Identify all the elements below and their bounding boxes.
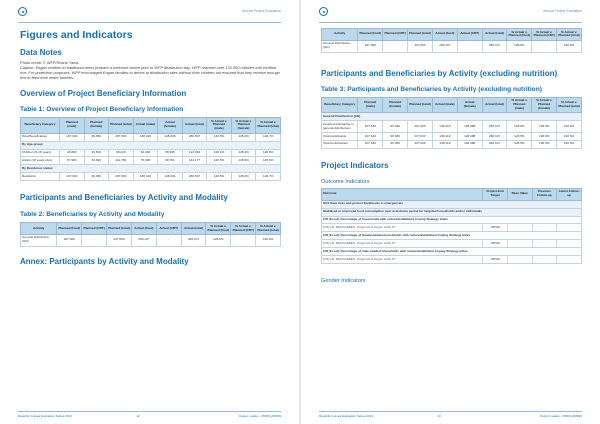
table-cell: 111,780 [109, 157, 134, 165]
table-cell: 207,000 [408, 133, 433, 141]
table-cell: 207,000 [107, 234, 132, 246]
column-header: Planned (total) [107, 223, 132, 235]
table-cell: 58,995 [158, 149, 183, 157]
table-cell: 128,088 [457, 133, 482, 141]
table-cell: - [82, 234, 107, 246]
column-header: Actual (total) [482, 29, 507, 41]
table-cell: 99,360 [383, 121, 408, 133]
table-row [21, 234, 281, 246]
table-cell: 96,220 [109, 149, 134, 157]
table-cell: 99,360 [383, 133, 408, 141]
table1-title: Table 1: Overview of Project Beneficiary Information [20, 106, 184, 113]
column-header: % Actual v. Planned (total) [557, 29, 582, 41]
table-cell: 266,107 [482, 133, 507, 141]
table-cell: 138,419 [133, 173, 158, 181]
outcome-subrow [322, 208, 582, 216]
table-cell: 128.6% [507, 40, 532, 52]
column-header: Activity [21, 223, 57, 235]
table-cell: 99,360 [383, 140, 408, 148]
indicator-latest [557, 224, 582, 232]
page-header [319, 6, 582, 23]
column-header: Project End Target [483, 188, 508, 200]
row-label: Adults (18 years plus) [21, 157, 60, 165]
indicator-source: PNP LB. BENGUEBEN, Project End Target: 2016.07 [322, 256, 483, 264]
page-number: 13 [437, 414, 441, 418]
column-header: % Actual v. Planned (female) [231, 118, 256, 134]
column-header: Planned (male) [60, 118, 85, 134]
table-cell: - [156, 234, 181, 246]
column-header: Outcome [322, 188, 483, 200]
participants-excl-nutrition-heading: Participants and Beneficiaries by Activity (excluding nutrition) [321, 68, 558, 78]
table-cell: 266,107 [482, 121, 507, 133]
left-content [20, 25, 281, 269]
table-cell: - [532, 40, 557, 52]
row-label: People participating in general distributions [322, 121, 358, 133]
table-cell: - [383, 40, 408, 52]
table-cell: 207,000 [109, 133, 134, 141]
column-header: Actual (CBT) [156, 223, 181, 235]
indicator-base [507, 224, 532, 232]
table-row [322, 40, 582, 52]
group-row [21, 141, 281, 149]
group-row [322, 113, 582, 121]
table-cell: 128.6% [557, 140, 582, 148]
table-cell: 128.6% [557, 121, 582, 133]
table-cell: 99,360 [84, 133, 109, 141]
indicator-row [322, 248, 582, 256]
indicator-previous [532, 224, 557, 232]
column-header: Planned (female) [84, 118, 109, 134]
table-row [322, 140, 582, 148]
table-cell: 128.9% [532, 133, 557, 141]
table-cell: 266,107 [181, 234, 206, 246]
indicator-values-row [322, 256, 582, 264]
indicator-values-row [322, 224, 582, 232]
row-label: General Distribution (GD) [322, 40, 358, 52]
overview-heading: Overview of Project Beneficiary Information [20, 89, 187, 98]
table-cell: 128.5% [207, 173, 232, 181]
column-header: Planned (total) [408, 97, 433, 113]
page-footer [18, 411, 281, 418]
outcome-indicators-table [321, 188, 582, 264]
so-row [322, 200, 582, 208]
photo-caption: Caption: Engan children in traditional dress prepare a welcome dance prior to WFP distribution day. WFP reached over 133,000 children with fortified rice. For protection purposes, WFP encouraged Engan families to derive at distribution sites without their children but ensured that they receive enough rice to feed their entire families. [20, 65, 280, 80]
table-cell: 128.7% [256, 173, 281, 181]
table-cell: 138,419 [432, 140, 457, 148]
table-cell: 128.9% [231, 149, 256, 157]
table-cell: 128.9% [256, 157, 281, 165]
table-cell: 266,507 [182, 133, 207, 141]
indicator-row [322, 216, 582, 224]
page-header [18, 6, 281, 23]
table-cell: 128.5% [507, 140, 532, 148]
table-cell: 128.9% [231, 173, 256, 181]
column-header: % Actual v. Planned (total) [256, 223, 281, 235]
table-cell: 75,398 [133, 157, 158, 165]
indicator-base [507, 256, 532, 264]
column-header: Actual (food) [131, 223, 156, 235]
table-row [322, 121, 582, 133]
table-cell: 128.6% [557, 40, 582, 52]
table-cell: 46,800 [60, 149, 85, 157]
group-label: By Residence status: [21, 165, 281, 173]
table-cell: 266,107 [131, 234, 156, 246]
table-cell: 128.7% [256, 133, 281, 141]
column-header: % Actual v. Planned (total) [256, 118, 281, 134]
header-text: Annual Project Evaluation [543, 9, 582, 13]
table-row [21, 133, 281, 141]
table-cell: 207,000 [408, 121, 433, 133]
column-header: Actual (food) [432, 29, 457, 41]
column-header: Planned (CBT) [82, 223, 107, 235]
table-header-row [21, 118, 281, 134]
column-header: Planned (female) [383, 97, 408, 113]
table-cell: 128.5% [207, 157, 232, 165]
indicator-row [322, 232, 582, 240]
table-cell: 123,339 [182, 149, 207, 157]
column-header: Actual (total) [482, 97, 507, 113]
row-label: General Distribution (GD) [21, 234, 57, 246]
indicator-target: =80.00 [483, 256, 508, 264]
table-cell: 128.6% [206, 234, 231, 246]
activity-modality-table [20, 222, 281, 247]
indicator-values-row [322, 240, 582, 248]
column-header: Actual (male) [133, 118, 158, 134]
indicator-name: CSI (Food): Percentage of female-headed households with reduced/stabilized Coping Strategy Index [322, 232, 582, 240]
column-header: Actual (total) [181, 223, 206, 235]
table-cell: 128.6% [256, 234, 281, 246]
column-header: Planned (food) [57, 223, 82, 235]
table-cell: 107,640 [60, 173, 85, 181]
table-cell: 99,360 [84, 173, 109, 181]
table-cell: 128,088 [158, 133, 183, 141]
column-header: Previous Follow-up [532, 188, 557, 200]
column-header: % Actual v. Planned (male) [507, 97, 532, 113]
page-title: Figures and Indicators [20, 29, 133, 41]
table-cell: 57,960 [60, 157, 85, 165]
column-header: Actual (male) [432, 97, 457, 113]
column-header: Base Value [507, 188, 532, 200]
table-cell: 107,640 [358, 121, 383, 133]
table-row [21, 157, 281, 165]
table-cell: 128,088 [457, 121, 482, 133]
indicator-name: CSI (Food): Percentage of households with reduced/stabilized Coping Strategy Index [322, 216, 582, 224]
wfp-logo-icon [319, 7, 328, 16]
indicator-previous [532, 240, 557, 248]
table-cell: 207,000 [358, 40, 383, 52]
row-label: Total beneficiaries [322, 140, 358, 148]
table-cell: 207,000 [408, 40, 433, 52]
group-label: By Age-group: [21, 141, 281, 149]
column-header: Planned (CBT) [383, 29, 408, 41]
project-indicators-heading: Project Indicators [321, 160, 389, 170]
table-cell: 128.9% [532, 140, 557, 148]
table-cell: 107,640 [358, 140, 383, 148]
indicator-latest [557, 240, 582, 248]
table-cell: 266,507 [182, 173, 207, 181]
table-cell: - [231, 234, 256, 246]
table-row [322, 133, 582, 141]
row-label: Total Beneficiaries [21, 133, 60, 141]
column-header: Actual (CBT) [457, 29, 482, 41]
header-text: Annual Project Evaluation [242, 9, 281, 13]
participants-heading: Participants and Beneficiaries by Activity and Modality [20, 193, 228, 203]
indicator-source: PNP LB. BENGUEBEN, Project End Target: 2016.07 [322, 224, 483, 232]
table-cell: 53,820 [84, 157, 109, 165]
beneficiary-overview-table [20, 117, 281, 181]
outcome-subrow-label: Stabilized or improved food consumption over assistance period for targeted households and/or individuals [322, 208, 582, 216]
column-header: Actual (female) [457, 97, 482, 113]
indicator-target: =80.00 [483, 240, 508, 248]
data-notes-heading: Data Notes [20, 48, 62, 57]
table-cell: 128.5% [207, 133, 232, 141]
footer-right: Output: Leader - PRRO 200829 [238, 414, 281, 418]
indicator-latest [557, 256, 582, 264]
page-footer [319, 411, 582, 418]
column-header: Planned (total) [408, 29, 433, 41]
table-row [21, 173, 281, 181]
right-content [321, 28, 582, 287]
table-cell: 64,348 [133, 149, 158, 157]
outcome-indicators-heading: Outcome Indicators [321, 178, 370, 185]
column-header: % Actual v. Planned (CBT) [532, 29, 557, 41]
table-cell: 266,107 [482, 140, 507, 148]
table-cell: 144,177 [182, 157, 207, 165]
column-header: % Actual v. Planned (total) [557, 97, 582, 113]
table-cell: 107,640 [60, 133, 85, 141]
table-cell: 128.9% [231, 157, 256, 165]
left-page [0, 0, 299, 424]
footer-left: Republic Guinea Evaluation Series 2019 [319, 414, 373, 418]
column-header: % Actual v. Planned (female) [532, 97, 557, 113]
indicator-previous [532, 256, 557, 264]
column-header: Planned (male) [358, 97, 383, 113]
indicator-base [507, 240, 532, 248]
column-header: % Actual v. Planned (food) [507, 29, 532, 41]
footer-left: Republic Guinea Evaluation Series 2019 [18, 414, 72, 418]
row-label: Total participants [322, 133, 358, 141]
column-header: Activity [322, 29, 358, 41]
table-cell: 128.6% [256, 149, 281, 157]
column-header: Latest Follow-up [557, 188, 582, 200]
column-header: % Actual v. Planned (CBT) [231, 223, 256, 235]
indicator-source: PNP LB. BENGUEBEN, Project End Target: 2016.07 [322, 240, 483, 248]
row-label: Children (5-18 years) [21, 149, 60, 157]
table-cell: 128.9% [231, 133, 256, 141]
table-cell: - [457, 40, 482, 52]
table-header-row [322, 29, 582, 41]
row-label: Residents [21, 173, 60, 181]
column-header: Planned (total) [109, 118, 134, 134]
footer-right: Output: Leader - PRRO 200829 [539, 414, 582, 418]
right-page [301, 0, 600, 424]
activity-modality-table-continued [321, 28, 582, 53]
participants-by-activity-table [321, 97, 582, 149]
group-row [21, 165, 281, 173]
table2-title: Table 2: Beneficiaries by Activity and Modality [20, 211, 165, 219]
photo-credit: Photo credit: © WFP/Shane Yaela [20, 60, 79, 65]
table-cell: 128.6% [557, 133, 582, 141]
table-cell: 207,000 [109, 173, 134, 181]
table-cell: 266,107 [432, 40, 457, 52]
column-header: Beneficiary Category [21, 118, 60, 134]
table-cell: 207,000 [57, 234, 82, 246]
column-header: Actual (female) [158, 118, 183, 134]
wfp-logo-icon [18, 7, 27, 16]
column-header: % Actual v. Planned (food) [206, 223, 231, 235]
annex-heading: Annex: Participants by Activity and Modality [20, 256, 189, 266]
table-cell: 138,419 [432, 133, 457, 141]
table-header-row [322, 188, 582, 200]
table-cell: 128.5% [507, 121, 532, 133]
table-cell: 266,107 [482, 40, 507, 52]
table3-title: Table 3: Participants and Beneficiaries by Activity (excluding nutrition) [321, 85, 542, 93]
table-cell: 68,781 [158, 157, 183, 165]
gender-indicators-heading: Gender Indicators [321, 277, 366, 284]
page-number: 12 [136, 414, 140, 418]
indicator-name: CSI (Food): Percentage of male-headed households with reduced/stabilized Coping Strategy Index [322, 248, 582, 256]
table-cell: 207,000 [408, 140, 433, 148]
column-header: % Actual v. Planned (male) [207, 118, 232, 134]
table-cell: 138,419 [432, 121, 457, 133]
table-cell: 128.5% [507, 133, 532, 141]
table-cell: 49,500 [84, 149, 109, 157]
so-row-label: SO1 Save lives and protect livelihoods in emergencies [322, 200, 582, 208]
table-header-row [322, 97, 582, 113]
table-row [21, 149, 281, 157]
table-cell: 107,640 [358, 133, 383, 141]
table-cell: 138,419 [133, 133, 158, 141]
column-header: Beneficiary Category [322, 97, 358, 113]
column-header: Planned (food) [358, 29, 383, 41]
indicator-target: =80.00 [483, 224, 508, 232]
table-cell: 128,088 [457, 140, 482, 148]
table-cell: 128,091 [158, 173, 183, 181]
table-cell: 128.1% [207, 149, 232, 157]
column-header: Actual (total) [182, 118, 207, 134]
table-header-row [21, 223, 281, 235]
table-cell: 128.9% [532, 121, 557, 133]
group-label: General Distribution (GD) [322, 113, 582, 121]
